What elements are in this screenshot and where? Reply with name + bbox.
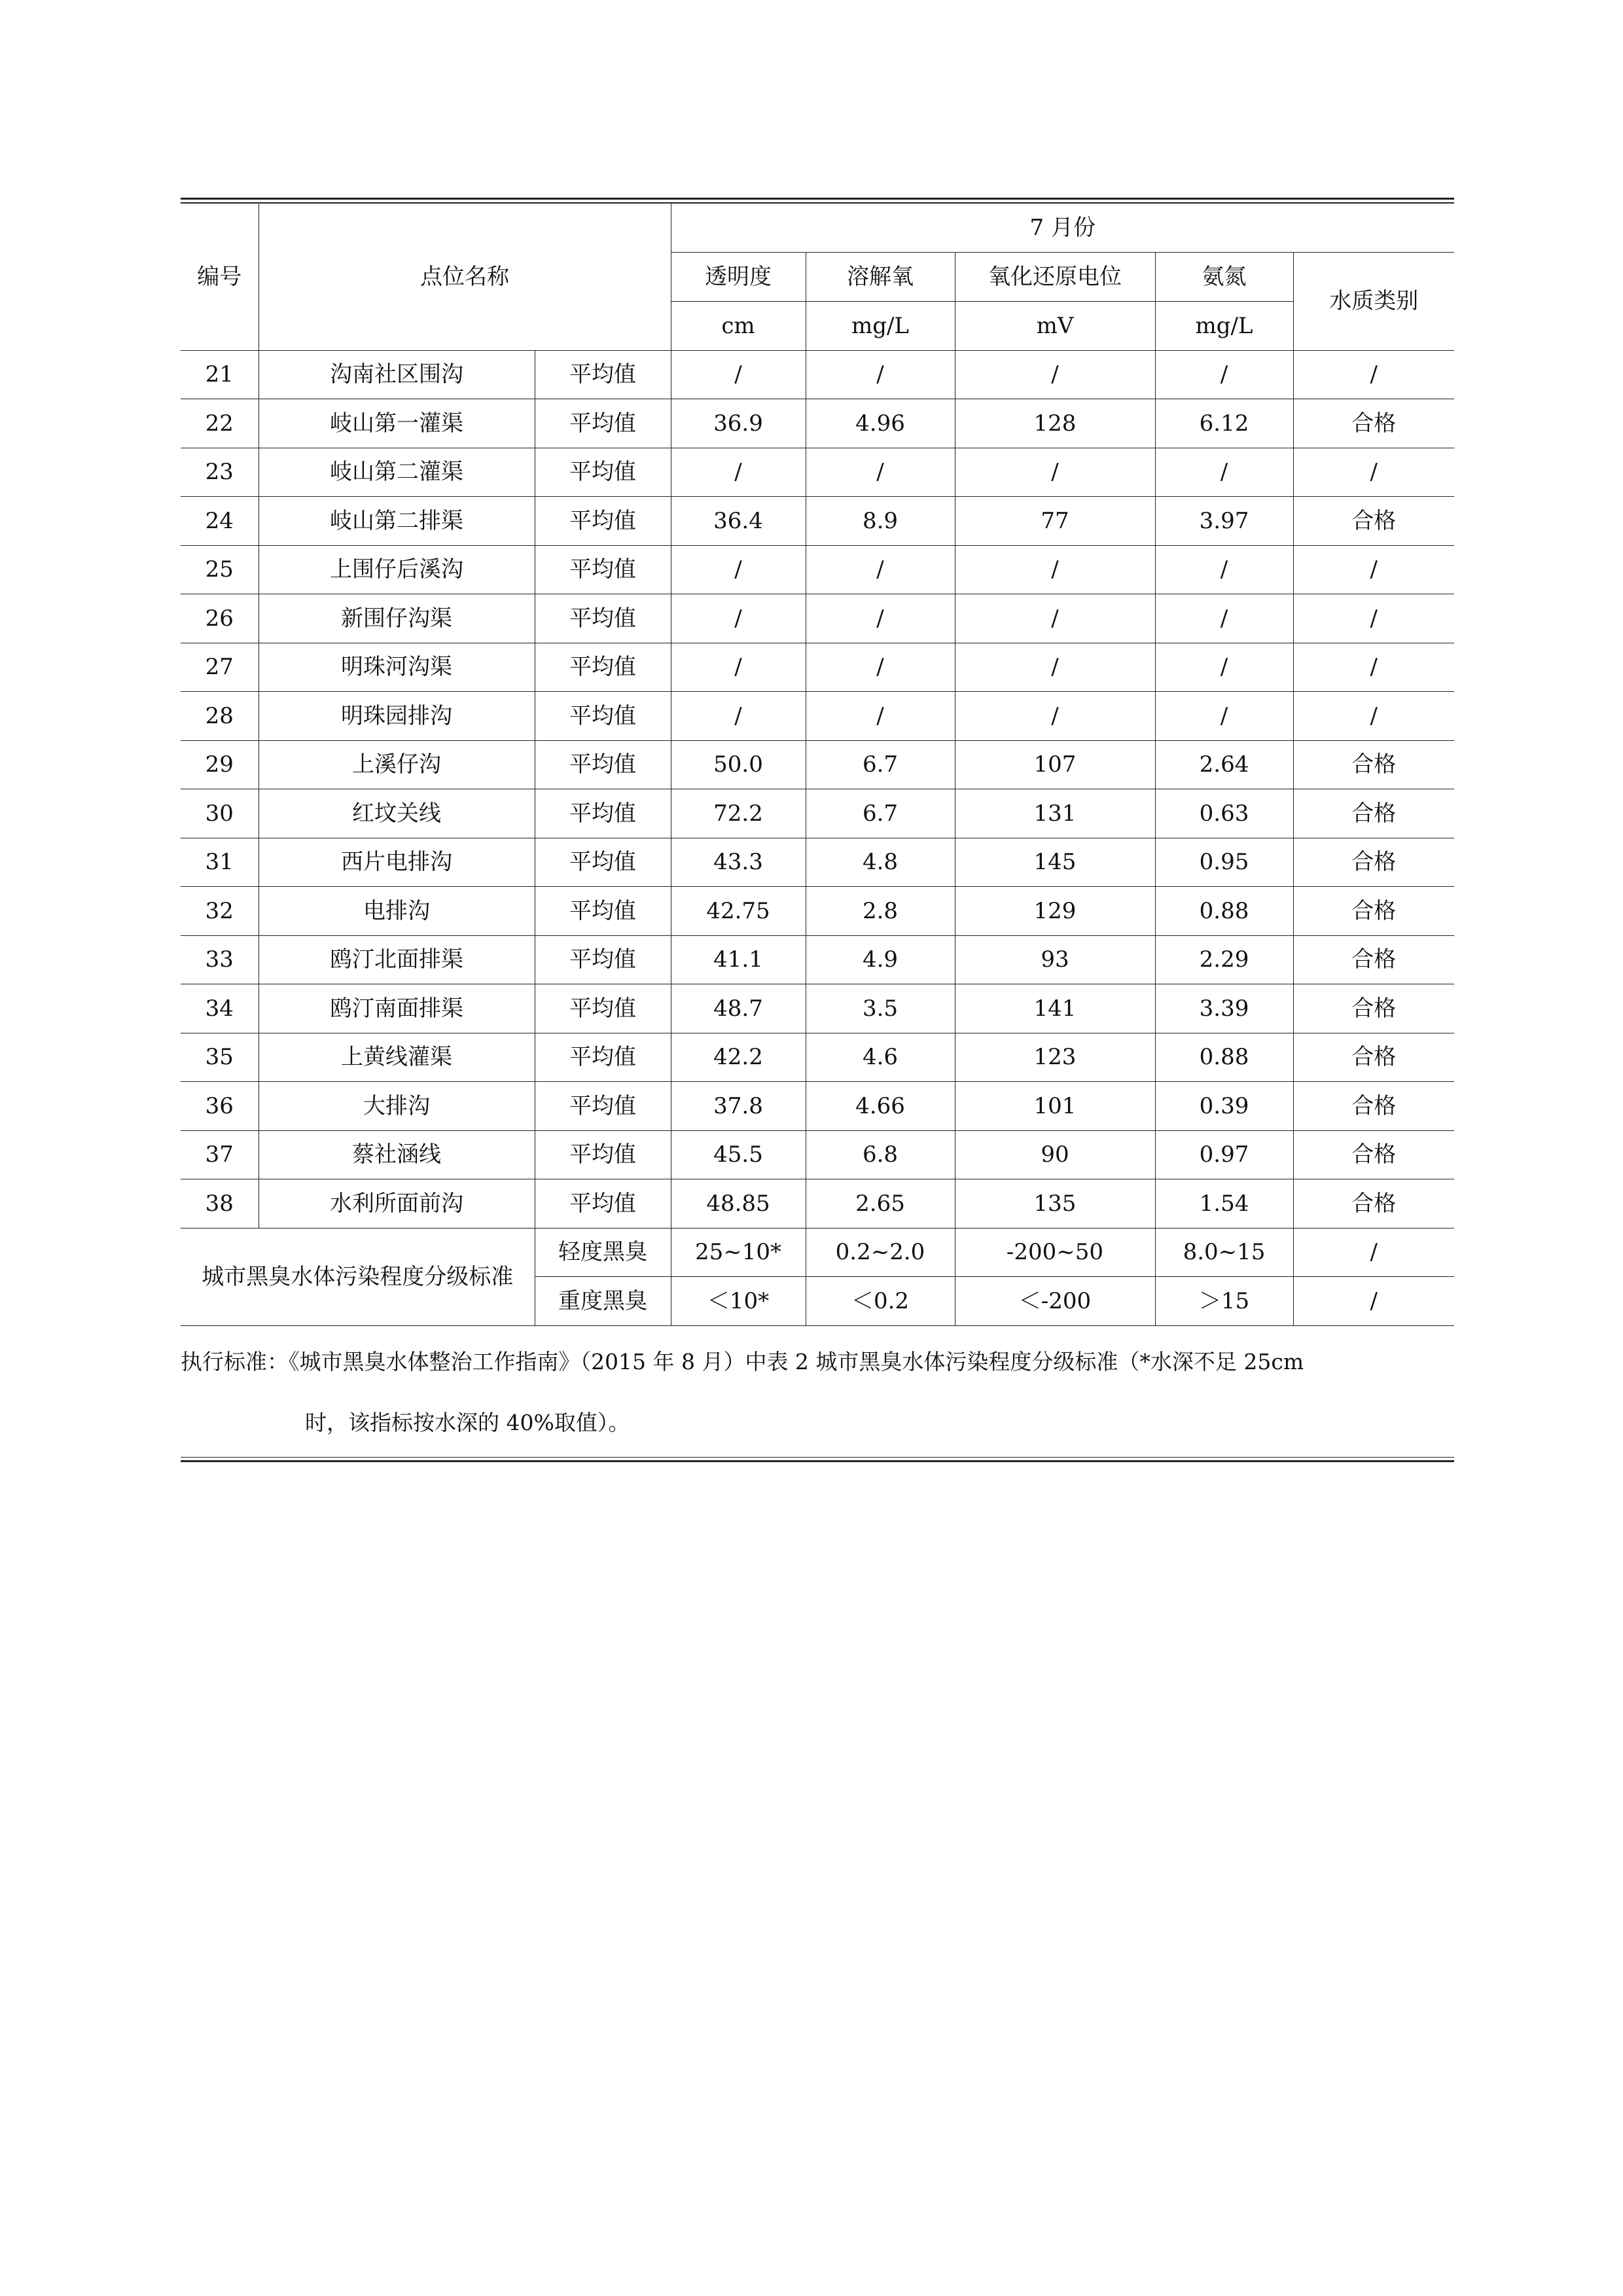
header-no: 编号 xyxy=(181,204,259,351)
row-transparency: / xyxy=(671,448,806,497)
row-dissolved-oxygen: 3.5 xyxy=(806,984,955,1033)
row-transparency: 42.2 xyxy=(671,1033,806,1082)
table-row xyxy=(181,692,1454,741)
table-row xyxy=(181,935,1454,984)
row-stat: 平均值 xyxy=(535,497,671,546)
row-quality-class: 合格 xyxy=(1293,740,1454,789)
row-site-name: 蔡社涵线 xyxy=(259,1130,535,1179)
row-site-name: 岐山第二灌渠 xyxy=(259,448,535,497)
standard-level: 重度黑臭 xyxy=(535,1277,671,1326)
header-param-unit: mV xyxy=(955,301,1155,350)
row-site-name: 红坟关线 xyxy=(259,789,535,838)
row-ammonia-nitrogen: / xyxy=(1155,350,1293,399)
header-param-name: 透明度 xyxy=(671,252,806,301)
row-transparency: / xyxy=(671,545,806,594)
standard-orp: ＜-200 xyxy=(955,1277,1155,1326)
row-orp: 77 xyxy=(955,497,1155,546)
row-orp: / xyxy=(955,350,1155,399)
row-ammonia-nitrogen: 0.63 xyxy=(1155,789,1293,838)
row-site-name: 岐山第二排渠 xyxy=(259,497,535,546)
row-dissolved-oxygen: 2.8 xyxy=(806,887,955,936)
row-quality-class: / xyxy=(1293,350,1454,399)
standard-ammonia-nitrogen: ＞15 xyxy=(1155,1277,1293,1326)
row-quality-class: / xyxy=(1293,692,1454,741)
row-no: 26 xyxy=(181,594,259,643)
row-dissolved-oxygen: / xyxy=(806,643,955,692)
row-quality-class: / xyxy=(1293,448,1454,497)
row-no: 35 xyxy=(181,1033,259,1082)
row-orp: 123 xyxy=(955,1033,1155,1082)
standard-transparency: ＜10* xyxy=(671,1277,806,1326)
row-quality-class: / xyxy=(1293,643,1454,692)
row-site-name: 鸥汀北面排渠 xyxy=(259,935,535,984)
row-stat: 平均值 xyxy=(535,887,671,936)
header-month: 7 月份 xyxy=(671,204,1454,253)
row-orp: / xyxy=(955,448,1155,497)
header-param-name: 溶解氧 xyxy=(806,252,955,301)
footnote-line-2: 时，该指标按水深的 40%取值）。 xyxy=(305,1409,630,1435)
header-quality-class: 水质类别 xyxy=(1293,252,1454,350)
header-param-unit: mg/L xyxy=(806,301,955,350)
row-transparency: 42.75 xyxy=(671,887,806,936)
table-row xyxy=(181,1082,1454,1131)
row-no: 38 xyxy=(181,1179,259,1229)
row-transparency: 48.85 xyxy=(671,1179,806,1229)
row-dissolved-oxygen: / xyxy=(806,545,955,594)
table-row xyxy=(181,497,1454,546)
header-row-1 xyxy=(181,204,1454,253)
row-ammonia-nitrogen: 0.88 xyxy=(1155,1033,1293,1082)
row-transparency: 50.0 xyxy=(671,740,806,789)
row-transparency: 48.7 xyxy=(671,984,806,1033)
row-stat: 平均值 xyxy=(535,935,671,984)
standard-orp: -200~50 xyxy=(955,1228,1155,1277)
row-quality-class: / xyxy=(1293,545,1454,594)
header-site-name: 点位名称 xyxy=(259,204,671,351)
row-stat: 平均值 xyxy=(535,545,671,594)
row-orp: 129 xyxy=(955,887,1155,936)
row-quality-class: 合格 xyxy=(1293,497,1454,546)
bottom-rule-thick xyxy=(181,1460,1454,1462)
row-quality-class: 合格 xyxy=(1293,1179,1454,1229)
footnote-line-1: 执行标准：《城市黑臭水体整治工作指南》（2015 年 8 月）中表 2 城市黑臭水体污染程度分级标准（*水深不足 25cm xyxy=(181,1348,1304,1374)
row-orp: 90 xyxy=(955,1130,1155,1179)
row-ammonia-nitrogen: 0.39 xyxy=(1155,1082,1293,1131)
standard-ammonia-nitrogen: 8.0~15 xyxy=(1155,1228,1293,1277)
row-no: 25 xyxy=(181,545,259,594)
row-quality-class: 合格 xyxy=(1293,838,1454,887)
row-quality-class: 合格 xyxy=(1293,887,1454,936)
standard-transparency: 25~10* xyxy=(671,1228,806,1277)
row-site-name: 水利所面前沟 xyxy=(259,1179,535,1229)
row-dissolved-oxygen: 6.8 xyxy=(806,1130,955,1179)
standard-dissolved-oxygen: 0.2~2.0 xyxy=(806,1228,955,1277)
row-orp: 128 xyxy=(955,399,1155,448)
table-row xyxy=(181,350,1454,399)
standard-row xyxy=(181,1228,1454,1277)
row-ammonia-nitrogen: / xyxy=(1155,545,1293,594)
row-dissolved-oxygen: / xyxy=(806,350,955,399)
row-transparency: / xyxy=(671,692,806,741)
row-site-name: 西片电排沟 xyxy=(259,838,535,887)
row-no: 22 xyxy=(181,399,259,448)
row-stat: 平均值 xyxy=(535,594,671,643)
row-dissolved-oxygen: 4.96 xyxy=(806,399,955,448)
row-dissolved-oxygen: 4.8 xyxy=(806,838,955,887)
row-dissolved-oxygen: 8.9 xyxy=(806,497,955,546)
standard-label: 城市黑臭水体污染程度分级标准 xyxy=(181,1228,535,1325)
row-ammonia-nitrogen: 2.64 xyxy=(1155,740,1293,789)
row-orp: 145 xyxy=(955,838,1155,887)
table-row xyxy=(181,399,1454,448)
row-ammonia-nitrogen: 0.88 xyxy=(1155,887,1293,936)
row-site-name: 岐山第一灌渠 xyxy=(259,399,535,448)
row-dissolved-oxygen: / xyxy=(806,594,955,643)
row-no: 31 xyxy=(181,838,259,887)
table-row xyxy=(181,1179,1454,1229)
table-row xyxy=(181,887,1454,936)
row-quality-class: 合格 xyxy=(1293,935,1454,984)
row-ammonia-nitrogen: 3.39 xyxy=(1155,984,1293,1033)
row-orp: / xyxy=(955,545,1155,594)
row-dissolved-oxygen: 6.7 xyxy=(806,740,955,789)
row-dissolved-oxygen: / xyxy=(806,692,955,741)
row-orp: 101 xyxy=(955,1082,1155,1131)
row-site-name: 明珠河沟渠 xyxy=(259,643,535,692)
row-no: 30 xyxy=(181,789,259,838)
table-row xyxy=(181,545,1454,594)
row-orp: 131 xyxy=(955,789,1155,838)
row-stat: 平均值 xyxy=(535,789,671,838)
row-no: 34 xyxy=(181,984,259,1033)
row-site-name: 电排沟 xyxy=(259,887,535,936)
row-ammonia-nitrogen: 3.97 xyxy=(1155,497,1293,546)
row-stat: 平均值 xyxy=(535,1130,671,1179)
row-quality-class: 合格 xyxy=(1293,984,1454,1033)
row-dissolved-oxygen: 4.6 xyxy=(806,1033,955,1082)
row-ammonia-nitrogen: 2.29 xyxy=(1155,935,1293,984)
row-transparency: 36.9 xyxy=(671,399,806,448)
row-dissolved-oxygen: 4.9 xyxy=(806,935,955,984)
table-row xyxy=(181,984,1454,1033)
row-no: 28 xyxy=(181,692,259,741)
row-stat: 平均值 xyxy=(535,399,671,448)
row-quality-class: 合格 xyxy=(1293,1082,1454,1131)
row-stat: 平均值 xyxy=(535,1033,671,1082)
bottom-rule-thin xyxy=(181,1457,1454,1458)
row-no: 21 xyxy=(181,350,259,399)
row-no: 24 xyxy=(181,497,259,546)
row-orp: 135 xyxy=(955,1179,1155,1229)
row-stat: 平均值 xyxy=(535,643,671,692)
row-site-name: 沟南社区围沟 xyxy=(259,350,535,399)
row-transparency: 41.1 xyxy=(671,935,806,984)
row-dissolved-oxygen: 4.66 xyxy=(806,1082,955,1131)
row-site-name: 上围仔后溪沟 xyxy=(259,545,535,594)
row-ammonia-nitrogen: 0.95 xyxy=(1155,838,1293,887)
row-transparency: / xyxy=(671,643,806,692)
row-quality-class: 合格 xyxy=(1293,1033,1454,1082)
table-row xyxy=(181,1033,1454,1082)
row-orp: 93 xyxy=(955,935,1155,984)
standard-level: 轻度黑臭 xyxy=(535,1228,671,1277)
row-stat: 平均值 xyxy=(535,448,671,497)
document-sheet xyxy=(181,198,1454,1462)
header-param-unit: cm xyxy=(671,301,806,350)
row-stat: 平均值 xyxy=(535,350,671,399)
row-transparency: 37.8 xyxy=(671,1082,806,1131)
row-no: 36 xyxy=(181,1082,259,1131)
table-row xyxy=(181,789,1454,838)
row-ammonia-nitrogen: / xyxy=(1155,643,1293,692)
standard-dissolved-oxygen: ＜0.2 xyxy=(806,1277,955,1326)
row-orp: 107 xyxy=(955,740,1155,789)
standard-quality-class: / xyxy=(1293,1228,1454,1277)
row-transparency: / xyxy=(671,350,806,399)
header-param-unit: mg/L xyxy=(1155,301,1293,350)
row-dissolved-oxygen: 2.65 xyxy=(806,1179,955,1229)
row-no: 27 xyxy=(181,643,259,692)
table-row xyxy=(181,594,1454,643)
row-site-name: 上黄线灌渠 xyxy=(259,1033,535,1082)
row-ammonia-nitrogen: / xyxy=(1155,594,1293,643)
row-quality-class: / xyxy=(1293,594,1454,643)
table-row xyxy=(181,448,1454,497)
row-ammonia-nitrogen: 6.12 xyxy=(1155,399,1293,448)
row-dissolved-oxygen: / xyxy=(806,448,955,497)
row-orp: / xyxy=(955,643,1155,692)
row-transparency: 43.3 xyxy=(671,838,806,887)
row-orp: / xyxy=(955,692,1155,741)
row-stat: 平均值 xyxy=(535,984,671,1033)
table-row xyxy=(181,1130,1454,1179)
row-no: 23 xyxy=(181,448,259,497)
row-stat: 平均值 xyxy=(535,838,671,887)
row-dissolved-oxygen: 6.7 xyxy=(806,789,955,838)
row-quality-class: 合格 xyxy=(1293,1130,1454,1179)
table-row xyxy=(181,838,1454,887)
row-transparency: 45.5 xyxy=(671,1130,806,1179)
row-transparency: 72.2 xyxy=(671,789,806,838)
table-row xyxy=(181,643,1454,692)
row-no: 37 xyxy=(181,1130,259,1179)
row-site-name: 大排沟 xyxy=(259,1082,535,1131)
header-param-name: 氨氮 xyxy=(1155,252,1293,301)
row-site-name: 明珠园排沟 xyxy=(259,692,535,741)
row-quality-class: 合格 xyxy=(1293,399,1454,448)
row-stat: 平均值 xyxy=(535,1179,671,1229)
row-stat: 平均值 xyxy=(535,1082,671,1131)
row-no: 32 xyxy=(181,887,259,936)
row-transparency: / xyxy=(671,594,806,643)
row-stat: 平均值 xyxy=(535,692,671,741)
footnote xyxy=(181,1348,1454,1435)
row-site-name: 鸥汀南面排渠 xyxy=(259,984,535,1033)
row-no: 33 xyxy=(181,935,259,984)
row-ammonia-nitrogen: 0.97 xyxy=(1155,1130,1293,1179)
row-site-name: 上溪仔沟 xyxy=(259,740,535,789)
header-param-name: 氧化还原电位 xyxy=(955,252,1155,301)
row-orp: / xyxy=(955,594,1155,643)
table-row xyxy=(181,740,1454,789)
row-stat: 平均值 xyxy=(535,740,671,789)
row-transparency: 36.4 xyxy=(671,497,806,546)
row-ammonia-nitrogen: 1.54 xyxy=(1155,1179,1293,1229)
row-ammonia-nitrogen: / xyxy=(1155,448,1293,497)
water-quality-table xyxy=(181,204,1454,1326)
row-no: 29 xyxy=(181,740,259,789)
row-ammonia-nitrogen: / xyxy=(1155,692,1293,741)
row-site-name: 新围仔沟渠 xyxy=(259,594,535,643)
standard-quality-class: / xyxy=(1293,1277,1454,1326)
row-orp: 141 xyxy=(955,984,1155,1033)
row-quality-class: 合格 xyxy=(1293,789,1454,838)
